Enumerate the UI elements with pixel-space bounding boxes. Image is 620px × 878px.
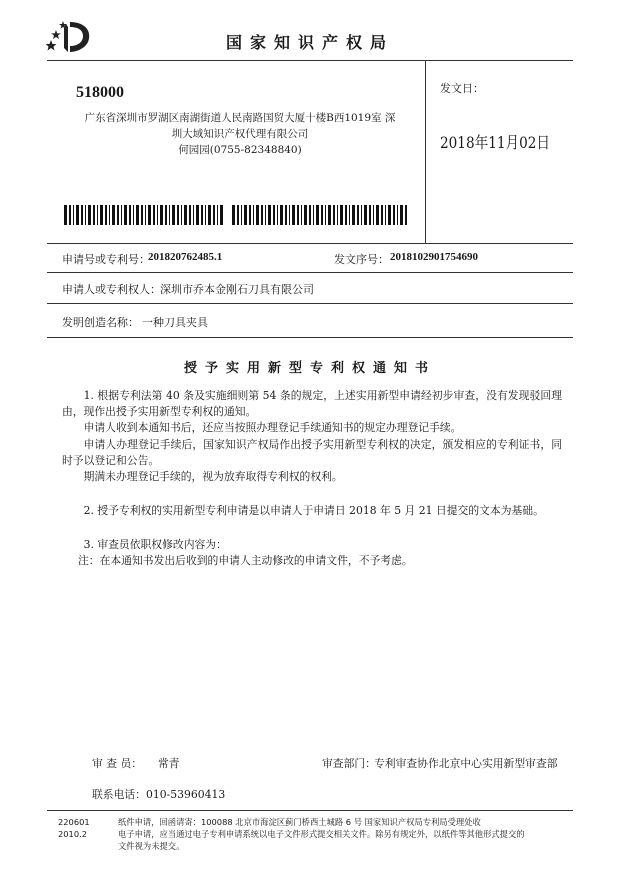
- divider: [425, 60, 426, 243]
- paragraph: 申请人收到本通知书后，还应当按照办理登记手续通知书的规定办理登记手续。: [83, 421, 462, 434]
- divider: [47, 337, 573, 338]
- divider: [47, 60, 573, 61]
- footer-line: 文件视为未提交。: [118, 841, 185, 851]
- serial-number: 2018102901754690: [390, 251, 478, 263]
- divider: [47, 810, 573, 811]
- app-number-label: 申请号或专利号：: [62, 253, 150, 266]
- applicant-label: 申请人或专利权人：: [62, 283, 161, 296]
- examiner-label: 审 查 员：: [92, 757, 143, 770]
- address-line: 广东省深圳市罗湖区南湖街道人民南路国贸大厦十楼B西1019室 深: [84, 112, 396, 124]
- form-version: 2010.2: [58, 829, 88, 839]
- app-number: 201820762485.1: [148, 251, 223, 263]
- contact-phone: 联系电话：010-53960413: [92, 788, 226, 801]
- paragraph: 注：在本通知书发出后收到的申请人主动修改的申请文件，不予考虑。: [78, 554, 413, 567]
- divider: [47, 272, 573, 273]
- notice-title: 授予实用新型专利权通知书: [183, 361, 436, 376]
- paragraph: 2. 授予专利权的实用新型专利申请是以申请人于申请日 2018 年 5 月 21 日提交的文本为基础。: [83, 504, 544, 517]
- invention-name: 一种刀具夹具: [142, 316, 208, 329]
- address-line: 圳大域知识产权代理有限公司: [171, 128, 309, 140]
- office-title: 国家知识产权局: [225, 33, 394, 52]
- applicant-name: 深圳市乔本金刚石刀具有限公司: [160, 283, 314, 296]
- serial-number-label: 发文序号：: [334, 253, 389, 266]
- recipient-address: [60, 110, 420, 158]
- barcode-icon: [232, 205, 408, 225]
- footer-line: 电子申请，应当通过电子专利申请系统以电子文件形式提交相关文件。除另有规定外，以纸件等其他形式提交的: [118, 829, 525, 839]
- issue-date-label: 发文日：: [440, 82, 484, 95]
- paragraph: 申请人办理登记手续后，国家知识产权局作出授予实用新型专利权的决定，颁发相应的专利证书，同时予以登记和公告。: [62, 438, 562, 467]
- department-label: 审查部门：: [322, 757, 376, 770]
- paragraph: 期满未办理登记手续的，视为放弃取得专利权的权利。: [83, 470, 343, 483]
- paragraph: 3. 审查员依职权修改内容为：: [83, 538, 227, 551]
- issue-date: 2018年11月02日: [440, 133, 551, 152]
- examiner-name: 常青: [158, 757, 180, 770]
- invention-label: 发明创造名称：: [62, 316, 139, 329]
- postcode: 518000: [76, 84, 124, 101]
- divider: [47, 303, 573, 304]
- department-name: 专利审查协作北京中心实用新型审查部: [374, 757, 558, 770]
- paragraph: 1. 根据专利法第 40 条及实施细则第 54 条的规定，上述实用新型申请经初步审查，没有发现驳回理由，现作出授予实用新型专利权的通知。: [62, 389, 562, 418]
- footer-line: 纸件申请，回函请寄：100088 北京市海淀区蓟门桥西土城路 6 号 国家知识产权局专利局受理处收: [118, 817, 481, 827]
- contact-line: 何园园(0755-82348840): [178, 144, 302, 156]
- divider: [47, 243, 573, 244]
- barcode-icon: [64, 205, 224, 225]
- form-code: 220601: [58, 817, 90, 827]
